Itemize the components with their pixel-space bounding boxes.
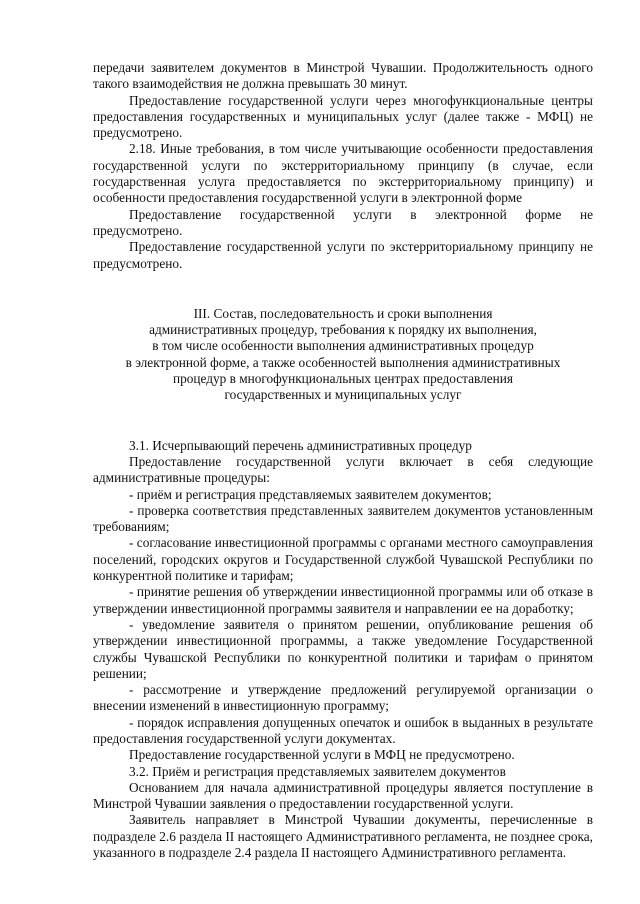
section-heading-line: государственных и муниципальных услуг bbox=[224, 387, 462, 403]
bottom-text-block bbox=[93, 438, 593, 862]
section-heading-line: процедур в многофункциональных центрах предоставления bbox=[172, 371, 514, 387]
spacer bbox=[93, 421, 593, 438]
spacer bbox=[93, 289, 593, 306]
paragraph: Предоставление государственной услуги в МФЦ не предусмотрено. bbox=[129, 747, 515, 763]
paragraph: Предоставление государственной услуги включает в себя следующие административные процедуры: bbox=[93, 453, 593, 486]
list-item: - приём и регистрация представляемых заявителем документов; bbox=[129, 486, 492, 502]
paragraph: Основанием для начала административной процедуры является поступление в Минстрой Чувашии заявления о предоставлении государственной услуги. bbox=[93, 779, 593, 812]
list-item: - проверка соответствия представленных заявителем документов установленным требованиям; bbox=[93, 502, 593, 535]
spacer bbox=[93, 272, 593, 289]
section-heading bbox=[93, 306, 593, 404]
paragraph-subsection-3-1: 3.1. Исчерпывающий перечень административных процедур bbox=[129, 437, 472, 453]
section-heading-line: в электронной форме, а также особенностей выполнения административных bbox=[125, 354, 561, 370]
paragraph: Заявитель направляет в Минстрой Чувашии документы, перечисленные в подразделе 2.6 раздела II настоящего Административного регламента, не позднее срока, указанного в подразделе 2.4 раздела II настоящего Административного регламента. bbox=[93, 812, 593, 861]
section-heading-line: в том числе особенности выполнения административных процедур bbox=[152, 338, 534, 354]
list-item: - уведомление заявителя о принятом решении, опубликование решения об утверждении инвестиционной программы, а также уведомление Государственной службы Чувашской Республики по конкурентной политики и тарифам о принятом решении; bbox=[93, 616, 593, 681]
paragraph-subsection-3-2: 3.2. Приём и регистрация представляемых заявителем документов bbox=[129, 763, 506, 779]
document-page bbox=[93, 60, 593, 861]
list-item: - рассмотрение и утверждение предложений регулируемой организации о внесении изменений в инвестиционную программу; bbox=[93, 682, 593, 714]
top-text-block bbox=[93, 60, 593, 272]
section-heading-line: административных процедур, требования к порядку их выполнения, bbox=[149, 322, 537, 338]
list-item: - порядок исправления допущенных опечаток и ошибок в выданных в результате предоставления государственной услуги документах. bbox=[93, 714, 593, 746]
list-item: - согласование инвестиционной программы с органами местного самоуправления поселений, городских округов и Государственной службой Чувашской Республики по конкурентной политике и тарифам; bbox=[93, 535, 593, 584]
paragraph-1: Предоставление государственной услуги через многофункциональные центры предоставления государственных и муниципальных услуг (далее также - МФЦ) не предусмотрено. bbox=[93, 92, 593, 141]
paragraph-0: передачи заявителем документов в Минстрой Чувашии. Продолжительность одного такого взаимодействия не должна превышать 30 минут. bbox=[93, 60, 593, 92]
paragraph-4: Предоставление государственной услуги по экстерриториальному принципу не предусмотрено. bbox=[93, 239, 593, 271]
paragraph-3: Предоставление государственной услуги в электронной форме не предусмотрено. bbox=[93, 206, 593, 238]
paragraph-2: 2.18. Иные требования, в том числе учитывающие особенности предоставления государственной услуги по экстерриториальному принципу (в случае, если государственная услуга предоставляется по экстерриториальному принципу) и особенности предоставления государственной услуги в электронной форме bbox=[93, 141, 593, 206]
section-heading-line: III. Состав, последовательность и сроки выполнения bbox=[193, 305, 493, 321]
spacer bbox=[93, 404, 593, 421]
list-item: - принятие решения об утверждении инвестиционной программы или об отказе в утверждении инвестиционной программы заявителя и направлении ее на доработку; bbox=[93, 584, 593, 616]
